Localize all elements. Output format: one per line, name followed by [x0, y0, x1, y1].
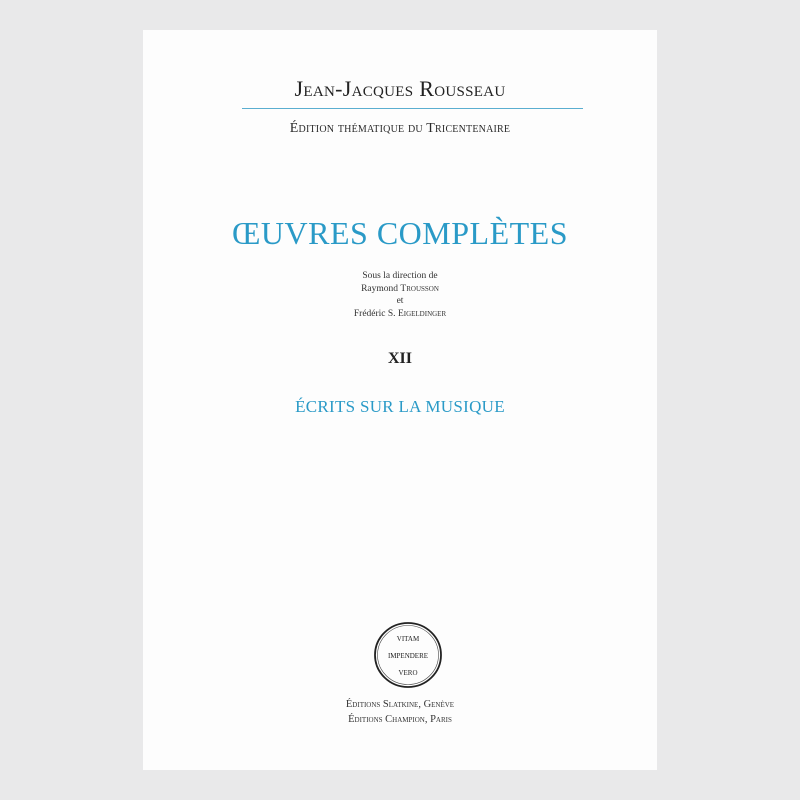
editor-2 — [143, 308, 657, 321]
publisher-champion: Éditions Champion, Paris — [348, 714, 452, 725]
publisher-slatkine: Éditions Slatkine, Genève — [345, 699, 455, 710]
editor-1 — [143, 283, 657, 296]
title-rule — [242, 108, 583, 109]
seal-line-2: IMPENDERE — [387, 652, 429, 660]
editor-2-last-name: Eigeldinger — [397, 308, 447, 319]
author-name: Jean-Jacques Rousseau — [294, 76, 506, 101]
editor-2-first-name: Frédéric S. — [353, 308, 396, 319]
seal-line-1: VITAM — [396, 635, 420, 643]
editor-conjunction: et — [396, 296, 404, 306]
direction-label: Sous la direction de — [362, 271, 438, 281]
work-title: ŒUVRES COMPLÈTES — [231, 215, 569, 251]
volume-subtitle: ÉCRITS SUR LA MUSIQUE — [295, 397, 505, 416]
editors-credit — [143, 270, 657, 320]
book-cover — [143, 30, 657, 770]
seal-line-3: VERO — [398, 669, 418, 677]
editor-1-first-name: Raymond — [361, 283, 399, 294]
edition-label: Édition thématique du Tricentenaire — [289, 121, 511, 136]
volume-number: XII — [387, 350, 412, 367]
editor-1-last-name: Trousson — [400, 283, 439, 294]
motto-seal-icon — [371, 619, 445, 691]
